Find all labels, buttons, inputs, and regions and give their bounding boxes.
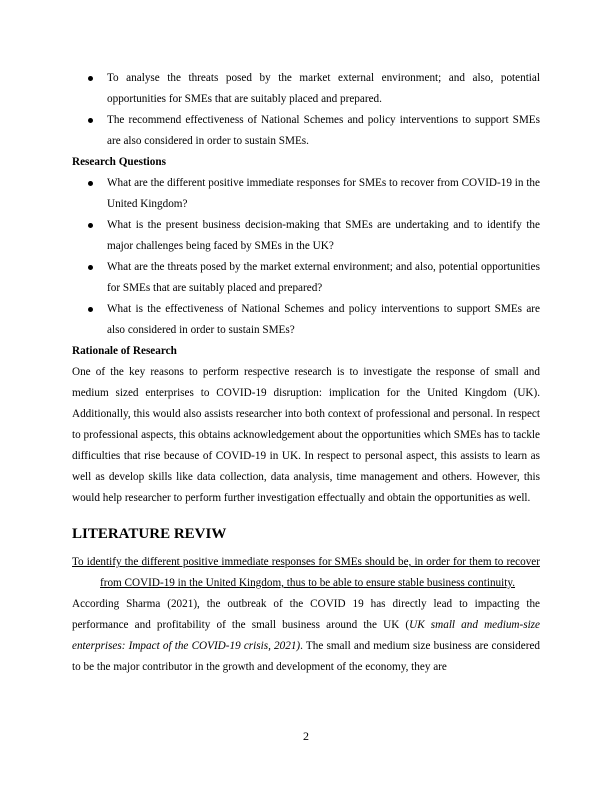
bullet-icon bbox=[88, 223, 93, 228]
question-bullet bbox=[72, 299, 540, 341]
citation-title: UK small and medium-size enterprises: Impact of the COVID-19 crisis, 2021) bbox=[72, 619, 540, 652]
research-questions-heading: Research Questions bbox=[72, 156, 166, 168]
question-text: What is the present business decision-making that SMEs are undertaking and to identify the major challenges being faced by SMEs in the UK? bbox=[107, 219, 540, 252]
question-bullet bbox=[72, 173, 540, 215]
rationale-paragraph: One of the key reasons to perform respective research is to investigate the response of small and medium sized enterprises to COVID-19 disruption: implication for the United Kingdom (UK). Additionally, this would also assists researcher into both context of professional and personal. In respect to professional aspects, this obtains acknowledgement about the opportunities which SMEs has to tackle difficulties that rise because of COVID-19 in UK. In respect to personal aspect, this assists to learn as well as develop skills like data collection, data analysis, time management and others. However, this would help researcher to perform further investigation effectually and obtain the opportunities as well. bbox=[72, 366, 540, 504]
objective-bullet bbox=[72, 68, 540, 110]
paragraph-text-end: . The small and medium size business are considered to be the major contributor in the growth and development of the economy, they are bbox=[72, 640, 540, 673]
page-number: 2 bbox=[303, 729, 309, 743]
bullet-icon bbox=[88, 118, 93, 123]
literature-paragraph bbox=[72, 594, 540, 678]
question-text: What are the threats posed by the market external environment; and also, potential opportunities for SMEs that are suitably placed and prepared? bbox=[107, 261, 540, 294]
bullet-icon bbox=[88, 265, 93, 270]
document-page bbox=[72, 68, 540, 678]
question-text: What is the effectiveness of National Schemes and policy interventions to support SMEs are also considered in order to sustain SMEs? bbox=[107, 303, 540, 336]
literature-review-heading: LITERATURE REVIW bbox=[72, 526, 227, 542]
objective-text: The recommend effectiveness of National Schemes and policy interventions to support SMEs are also considered in order to sustain SMEs. bbox=[107, 114, 540, 147]
bullet-icon bbox=[88, 76, 93, 81]
question-bullet bbox=[72, 215, 540, 257]
question-bullet bbox=[72, 257, 540, 299]
question-text: What are the different positive immediate responses for SMEs to recover from COVID-19 in the United Kingdom? bbox=[107, 177, 540, 210]
literature-subheading: To identify the different positive immediate responses for SMEs should be, in order for them to recover from COVID-19 in the United Kingdom, thus to be able to ensure stable business continuity. bbox=[72, 556, 540, 589]
objective-text: To analyse the threats posed by the market external environment; and also, potential opportunities for SMEs that are suitably placed and prepared. bbox=[107, 72, 540, 105]
paragraph-text-start: According Sharma (2021), the outbreak of the COVID 19 has directly lead to impacting the performance and profitability of the small business around the UK ( bbox=[72, 598, 540, 631]
rationale-heading: Rationale of Research bbox=[72, 345, 177, 357]
bullet-icon bbox=[88, 181, 93, 186]
objective-bullet bbox=[72, 110, 540, 152]
bullet-icon bbox=[88, 307, 93, 312]
